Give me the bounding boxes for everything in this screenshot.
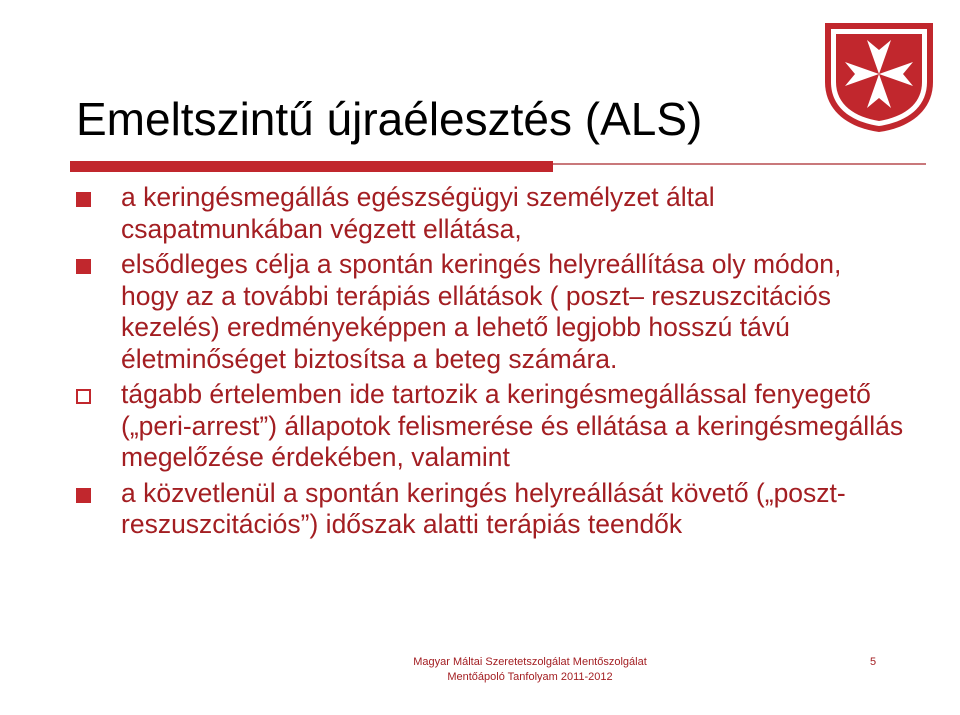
- bullet-text: tágabb értelemben ide tartozik a keringésmegállással fenyegető („peri-arrest”) állapotok felismerése és ellátása a keringésmegállás megelőzése érdekében, valamint: [121, 379, 904, 472]
- footer-course: Mentőápoló Tanfolyam 2011-2012: [447, 671, 613, 683]
- bullet-item: [76, 478, 906, 541]
- square-bullet-icon: [76, 259, 91, 274]
- hollow-square-bullet-icon: [76, 389, 91, 404]
- bullet-list: [76, 182, 906, 545]
- square-bullet-icon: [76, 192, 91, 207]
- bullet-item: [76, 182, 906, 245]
- page-number: 5: [870, 656, 877, 668]
- bullet-text: elsődleges célja a spontán keringés helyreállítása oly módon, hogy az a további terápiás ellátások ( poszt– reszuszcitációs kezelés) eredményeképpen a lehető legjobb hosszú távú életminőséget biztosítsa a beteg számára.: [121, 249, 842, 374]
- bullet-text: a közvetlenül a spontán keringés helyreállását követő („poszt-reszuszcitációs”) időszak alatti terápiás teendők: [121, 477, 846, 539]
- title-divider-accent: [70, 161, 553, 172]
- slide-footer: [350, 655, 710, 685]
- bullet-item: [76, 379, 906, 474]
- maltese-cross-shield-icon: [822, 20, 936, 134]
- bullet-text: a keringésmegállás egészségügyi személyzet által csapatmunkában végzett ellátása,: [121, 182, 715, 244]
- footer-organization: Magyar Máltai Szeretetszolgálat Mentőszolgálat: [413, 656, 647, 668]
- square-bullet-icon: [76, 488, 91, 503]
- bullet-item: [76, 249, 906, 375]
- slide-title: Emeltszintű újraélesztés (ALS): [76, 93, 703, 145]
